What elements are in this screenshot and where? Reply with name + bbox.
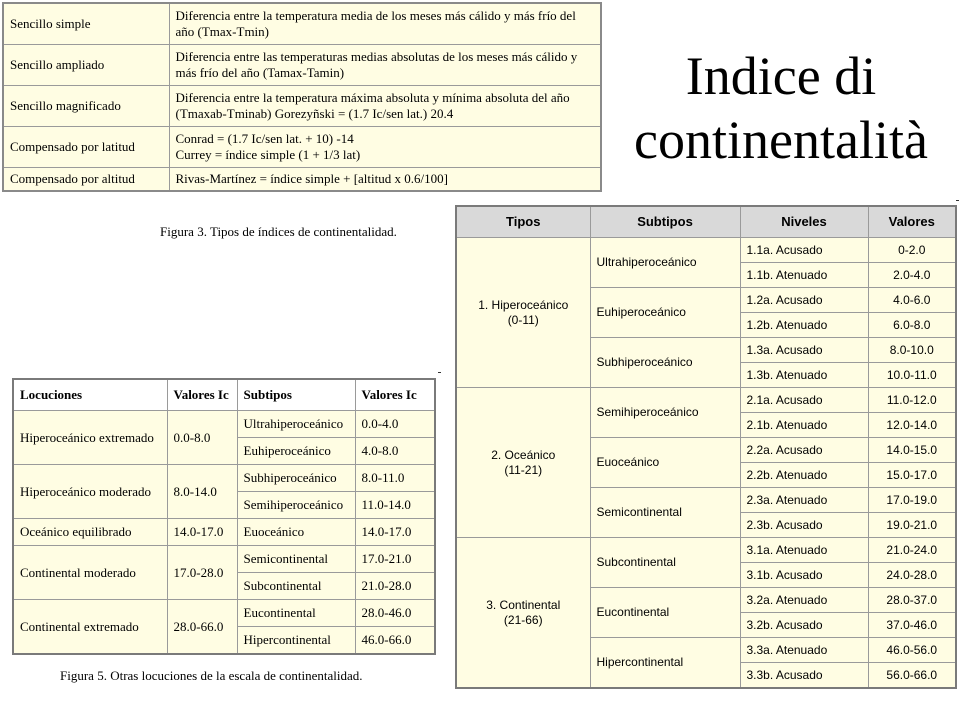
subtype-value: 14.0-17.0 [355,519,435,546]
index-type-label: Compensado por latitud [3,127,169,168]
level-cell: 3.3a. Atenuado [740,638,868,663]
column-header: Subtipos [590,206,740,238]
level-cell: 3.1a. Atenuado [740,538,868,563]
subtype-cell: Hipercontinental [590,638,740,689]
subtype-cell: Ultrahiperoceánico [590,238,740,288]
table-row [13,411,435,438]
level-cell: 2.3b. Acusado [740,513,868,538]
level-cell: 1.2a. Acusado [740,288,868,313]
level-cell: 2.3a. Atenuado [740,488,868,513]
value-cell: 28.0-37.0 [868,588,956,613]
subtype-value: 8.0-11.0 [355,465,435,492]
value-cell: 15.0-17.0 [868,463,956,488]
subtype-cell: Semicontinental [237,546,355,573]
value-cell: 0-2.0 [868,238,956,263]
index-types-table [2,2,602,192]
figure-3-caption: Figura 3. Tipos de índices de continentalidad. [160,224,397,239]
column-header: Valores [868,206,956,238]
table-row [456,538,956,563]
level-cell: 3.3b. Acusado [740,663,868,689]
table-row [3,168,601,192]
stray-mark [438,372,441,373]
table-row [456,238,956,263]
locution-value: 8.0-14.0 [167,465,237,519]
type-cell [456,238,590,388]
locution-cell: Hiperoceánico moderado [13,465,167,519]
table-row [3,3,601,45]
table-row [456,388,956,413]
subtype-cell: Semihiperoceánico [237,492,355,519]
level-cell: 2.1b. Atenuado [740,413,868,438]
locution-value: 17.0-28.0 [167,546,237,600]
column-header: Niveles [740,206,868,238]
locution-cell: Continental extremado [13,600,167,655]
value-cell: 46.0-56.0 [868,638,956,663]
index-type-description: Diferencia entre la temperatura máxima absoluta y mínima absoluta del año (Tmaxab-Tminab) Gorezyñski = (1.7 Ic/sen lat.) 20.4 [169,86,601,127]
type-name: 1. Hiperoceánico [478,298,569,313]
subtype-cell: Ultrahiperoceánico [237,411,355,438]
level-cell: 1.1a. Acusado [740,238,868,263]
value-cell: 21.0-24.0 [868,538,956,563]
value-cell: 8.0-10.0 [868,338,956,363]
locution-value: 0.0-8.0 [167,411,237,465]
index-type-label: Sencillo ampliado [3,45,169,86]
locution-value: 28.0-66.0 [167,600,237,655]
level-cell: 1.2b. Atenuado [740,313,868,338]
value-cell: 37.0-46.0 [868,613,956,638]
index-type-description: Rivas-Martínez = índice simple + [altitud x 0.6/100] [169,168,601,192]
column-header: Valores Ic [167,379,237,411]
subtype-cell: Subcontinental [590,538,740,588]
value-cell: 19.0-21.0 [868,513,956,538]
subtype-value: 0.0-4.0 [355,411,435,438]
level-cell: 3.2a. Atenuado [740,588,868,613]
value-cell: 12.0-14.0 [868,413,956,438]
type-cell [456,538,590,689]
locutions-table [12,378,436,655]
type-range: (21-66) [503,612,543,627]
level-cell: 1.1b. Atenuado [740,263,868,288]
subtype-cell: Subhiperoceánico [237,465,355,492]
subtype-cell: Eucontinental [590,588,740,638]
table-row [3,45,601,86]
table-header-row [13,379,435,411]
column-header: Valores Ic [355,379,435,411]
figure-5-caption: Figura 5. Otras locuciones de la escala de continentalidad. [60,668,363,683]
subtype-cell: Hipercontinental [237,627,355,655]
subtype-value: 46.0-66.0 [355,627,435,655]
level-cell: 3.1b. Acusado [740,563,868,588]
value-cell: 24.0-28.0 [868,563,956,588]
table-row [13,546,435,573]
index-type-description: Diferencia entre la temperatura media de los meses más cálido y más frío del año (Tmax-Tmin) [169,3,601,45]
subtype-value: 4.0-8.0 [355,438,435,465]
subtype-cell: Semicontinental [590,488,740,538]
locution-cell: Oceánico equilibrado [13,519,167,546]
type-range: (11-21) [504,462,543,477]
type-name: 3. Continental [486,598,561,613]
locution-cell: Hiperoceánico extremado [13,411,167,465]
subtype-value: 11.0-14.0 [355,492,435,519]
slide-title: Indice di continentalità [634,46,928,170]
table-row [13,465,435,492]
table-row [13,600,435,627]
value-cell: 17.0-19.0 [868,488,956,513]
level-cell: 1.3a. Acusado [740,338,868,363]
value-cell: 6.0-8.0 [868,313,956,338]
locution-value: 14.0-17.0 [167,519,237,546]
type-cell [456,388,590,538]
subtype-cell: Euhiperoceánico [237,438,355,465]
value-cell: 14.0-15.0 [868,438,956,463]
subtype-cell: Subcontinental [237,573,355,600]
column-header: Tipos [456,206,590,238]
currey-formula: Currey = índice simple (1 + 1/3 lat) [175,147,361,162]
stray-mark [956,200,959,201]
subtype-value: 17.0-21.0 [355,546,435,573]
table-row [3,86,601,127]
index-type-description: Diferencia entre las temperaturas medias absolutas de los meses más cálido y más frío del año (Tamax-Tamin) [169,45,601,86]
level-cell: 2.2a. Acusado [740,438,868,463]
type-range: (0-11) [507,312,539,327]
locution-cell: Continental moderado [13,546,167,600]
value-cell: 4.0-6.0 [868,288,956,313]
subtype-cell: Eucontinental [237,600,355,627]
subtype-cell: Euhiperoceánico [590,288,740,338]
conrad-formula: Conrad = (1.7 Ic/sen lat. + 10) -14 [175,131,354,147]
level-cell: 1.3b. Atenuado [740,363,868,388]
index-type-label: Sencillo magnificado [3,86,169,127]
table-row [13,519,435,546]
subtype-value: 21.0-28.0 [355,573,435,600]
subtype-value: 28.0-46.0 [355,600,435,627]
value-cell: 11.0-12.0 [868,388,956,413]
type-name: 2. Oceánico [491,448,556,463]
subtype-cell: Subhiperoceánico [590,338,740,388]
column-header: Locuciones [13,379,167,411]
continentality-levels-table [455,205,957,689]
table-row [3,127,601,168]
level-cell: 2.2b. Atenuado [740,463,868,488]
value-cell: 56.0-66.0 [868,663,956,689]
index-type-description [169,127,601,168]
subtype-cell: Semihiperoceánico [590,388,740,438]
index-type-label: Compensado por altitud [3,168,169,192]
value-cell: 10.0-11.0 [868,363,956,388]
subtype-cell: Euoceánico [590,438,740,488]
column-header: Subtipos [237,379,355,411]
index-type-label: Sencillo simple [3,3,169,45]
table-header-row [456,206,956,238]
subtype-cell: Euoceánico [237,519,355,546]
level-cell: 2.1a. Acusado [740,388,868,413]
value-cell: 2.0-4.0 [868,263,956,288]
level-cell: 3.2b. Acusado [740,613,868,638]
